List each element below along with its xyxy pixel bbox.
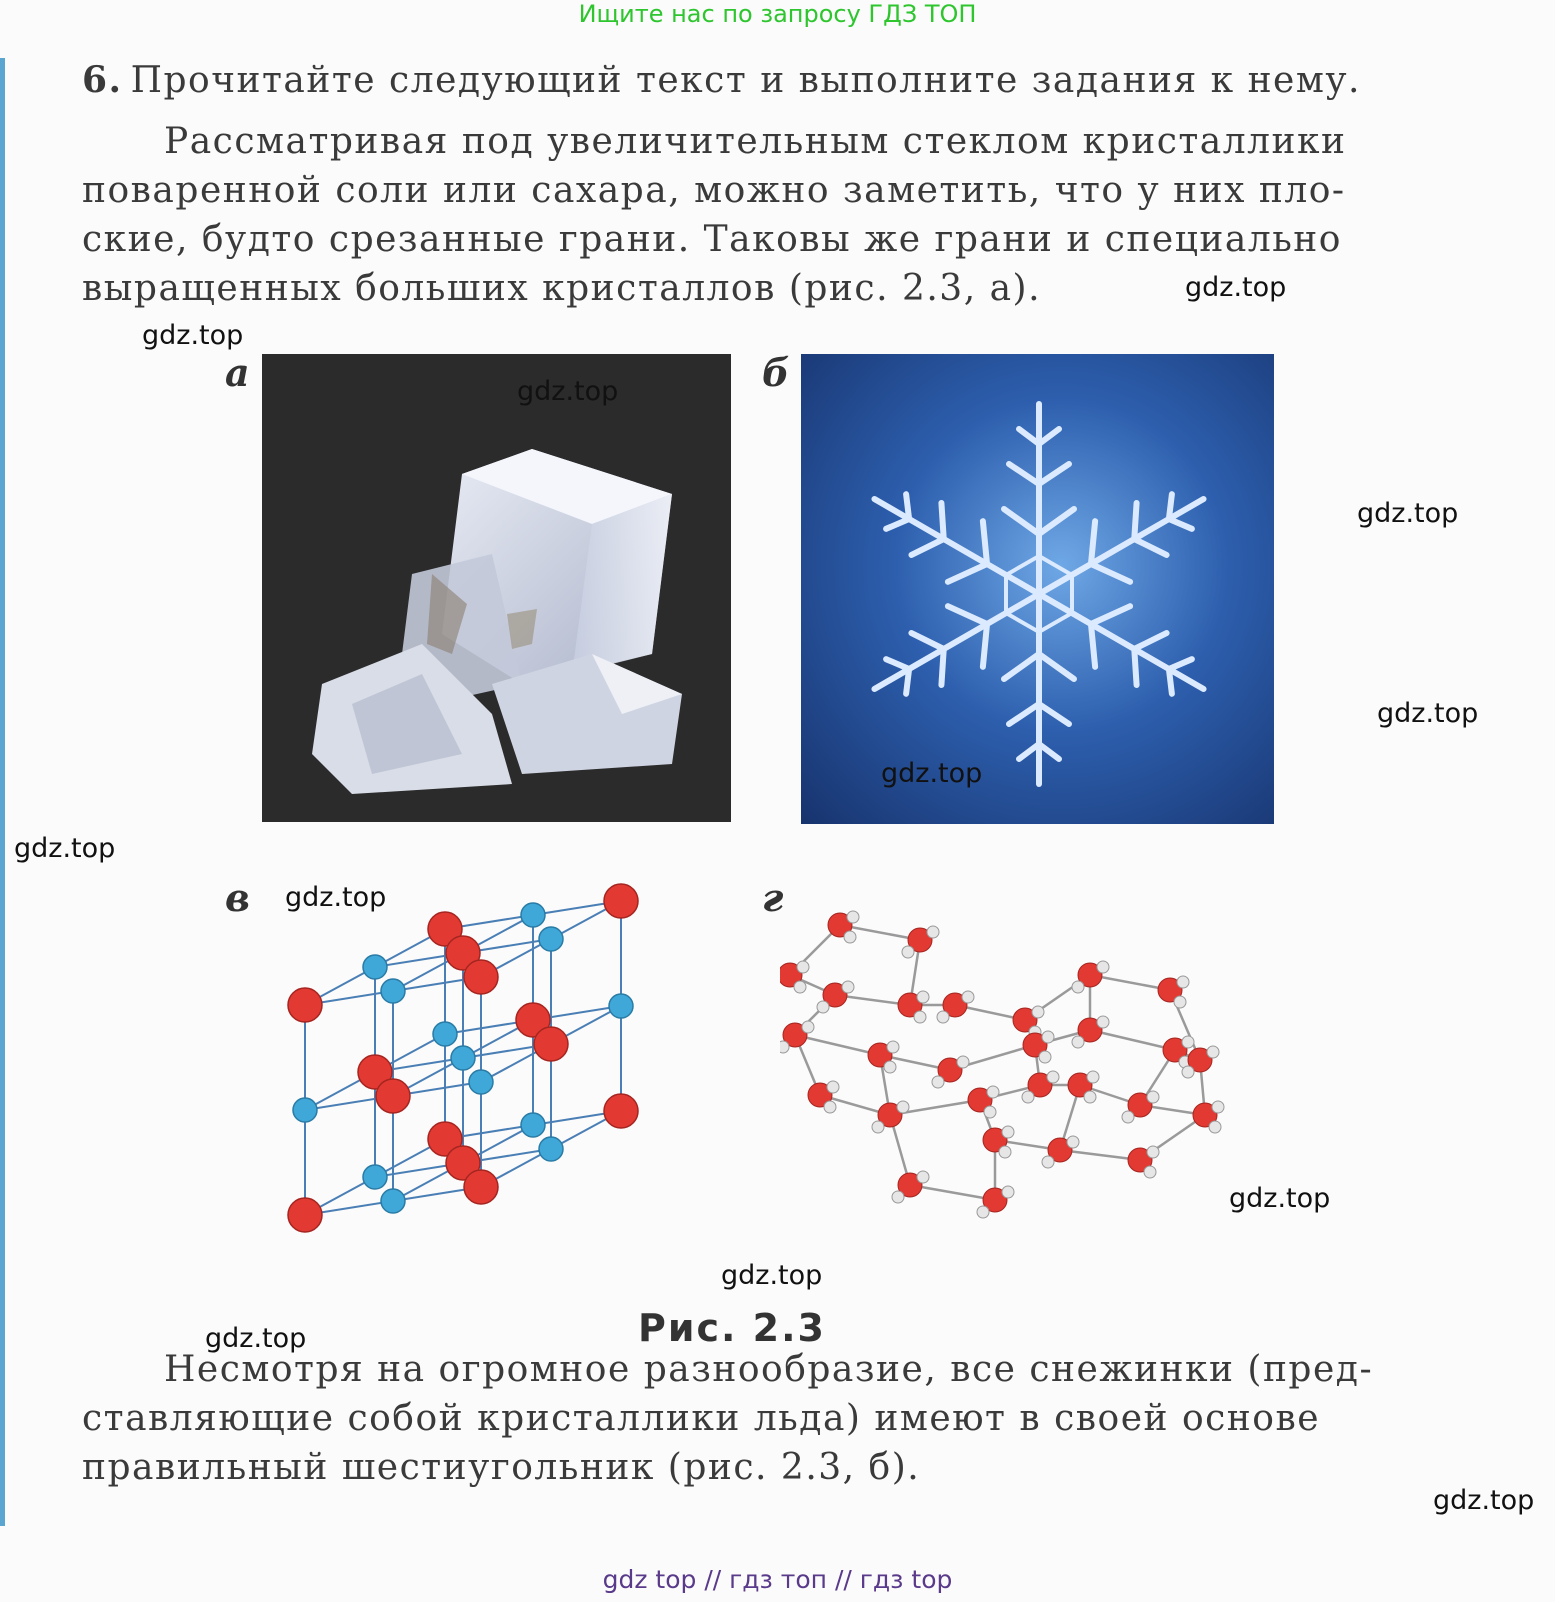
watermark: gdz.top <box>285 882 387 913</box>
hydrogen-atom <box>1097 961 1109 973</box>
hydrogen-atom <box>1022 1091 1034 1103</box>
hydrogen-atom <box>842 981 854 993</box>
hydrogen-atom <box>1097 1016 1109 1028</box>
watermark: gdz.top <box>1185 272 1287 303</box>
hydrogen-atom <box>897 1101 909 1113</box>
hydrogen-atom <box>932 1076 944 1088</box>
water-molecule <box>1068 1071 1099 1103</box>
water-molecule <box>902 926 939 958</box>
header-search-link[interactable]: Ищите нас по запросу ГДЗ ТОП <box>578 0 977 28</box>
water-molecule <box>1193 1101 1224 1133</box>
chloride-ion-atom <box>288 988 322 1022</box>
hydrogen-atom <box>1087 1071 1099 1083</box>
sodium-ion-atom <box>433 1022 457 1046</box>
watermark: gdz.top <box>142 320 244 351</box>
hydrogen-atom <box>827 1081 839 1093</box>
figure-label-a: а <box>225 350 250 395</box>
water-molecule <box>780 961 809 993</box>
hydrogen-atom <box>1209 1121 1221 1133</box>
hydrogen-atom <box>1042 1156 1054 1168</box>
hydrogen-atom <box>892 1191 904 1203</box>
hydrogen-atom <box>1072 981 1084 993</box>
hydrogen-atom <box>887 1041 899 1053</box>
water-molecule <box>968 1086 999 1118</box>
watermark: gdz.top <box>1229 1183 1331 1214</box>
sodium-ion-atom <box>381 1189 405 1213</box>
text-line: ставляющие собой кристаллики льда) имеют в своей основе <box>82 1398 1321 1439</box>
snowflake-arm <box>1004 404 1074 594</box>
hydrogen-atom <box>984 1106 996 1118</box>
hydrogen-atom <box>977 1206 989 1218</box>
hydrogen-atom <box>817 1001 829 1013</box>
sodium-ion-atom <box>451 1046 475 1070</box>
hydrogen-bond <box>795 1035 880 1055</box>
hydrogen-atom <box>957 1056 969 1068</box>
water-molecule <box>932 1056 969 1088</box>
sodium-ion-atom <box>539 1137 563 1161</box>
hydrogen-atom <box>914 1011 926 1023</box>
hydrogen-atom <box>1039 1051 1051 1063</box>
hydrogen-atom <box>780 1041 789 1053</box>
hydrogen-atom <box>844 931 856 943</box>
page-edge-bar <box>0 58 5 1526</box>
hydrogen-atom <box>902 946 914 958</box>
hydrogen-atom <box>927 926 939 938</box>
figure-label-b: б <box>762 350 790 395</box>
hydrogen-atom <box>1174 996 1186 1008</box>
hydrogen-atom <box>937 1011 949 1023</box>
sodium-ion-atom <box>521 1113 545 1137</box>
text-line: правильный шестиугольник (рис. 2.3, б). <box>82 1447 921 1488</box>
figure-label-v: в <box>225 875 250 920</box>
hydrogen-atom <box>1182 1066 1194 1078</box>
text-line: выращенных больших кристаллов (рис. 2.3, а). <box>82 268 1042 309</box>
hydrogen-bond <box>1090 1030 1175 1050</box>
hydrogen-atom <box>847 911 859 923</box>
sodium-ion-atom <box>293 1098 317 1122</box>
text-line: поваренной соли или сахара, можно заметить, что у них пло- <box>82 170 1346 211</box>
hydrogen-atom <box>1084 1091 1096 1103</box>
hydrogen-atom <box>1042 1031 1054 1043</box>
water-molecule <box>872 1101 909 1133</box>
watermark: gdz.top <box>881 758 983 789</box>
sodium-ion-atom <box>469 1070 493 1094</box>
hydrogen-atom <box>1144 1166 1156 1178</box>
watermark: gdz.top <box>14 833 116 864</box>
hydrogen-atom <box>884 1061 896 1073</box>
bottom-paragraph <box>82 1345 1477 1492</box>
water-molecule <box>898 991 929 1023</box>
hydrogen-atom <box>1122 1111 1134 1123</box>
water-molecule <box>977 1186 1014 1218</box>
hydrogen-atom <box>1002 1186 1014 1198</box>
chloride-ion-atom <box>534 1027 568 1061</box>
text-line: Рассматривая под увеличительным стеклом кристаллики <box>164 121 1347 162</box>
hydrogen-atom <box>962 991 974 1003</box>
hydrogen-atom <box>1067 1136 1079 1148</box>
hydrogen-atom <box>1177 976 1189 988</box>
task-heading <box>82 56 1482 105</box>
ice-crystal-structure-diagram <box>780 900 1260 1260</box>
hydrogen-atom <box>1182 1036 1194 1048</box>
hydrogen-atom <box>1212 1101 1224 1113</box>
watermark: gdz.top <box>205 1323 307 1354</box>
snowflake-photo <box>801 354 1274 824</box>
hydrogen-atom <box>1147 1091 1159 1103</box>
hydrogen-atom <box>1032 1006 1044 1018</box>
hydrogen-atom <box>1002 1126 1014 1138</box>
task-number: 6. <box>82 59 123 101</box>
hydrogen-atom <box>1207 1046 1219 1058</box>
footer-links[interactable]: gdz top // гдз топ // гдз top <box>602 1565 953 1594</box>
chloride-ion-atom <box>376 1079 410 1113</box>
sodium-ion-atom <box>609 994 633 1018</box>
sodium-ion-atom <box>381 979 405 1003</box>
sodium-ion-atom <box>363 1165 387 1189</box>
water-molecule <box>1023 1031 1054 1063</box>
hydrogen-atom <box>999 1146 1011 1158</box>
chloride-ion-atom <box>604 884 638 918</box>
sodium-ion-atom <box>521 903 545 927</box>
watermark: gdz.top <box>517 376 619 407</box>
hydrogen-atom <box>1047 1071 1059 1083</box>
water-molecule <box>1158 976 1189 1008</box>
hydrogen-atom <box>872 1121 884 1133</box>
chloride-ion-atom <box>464 1170 498 1204</box>
figure-caption: Рис. 2.3 <box>638 1306 826 1350</box>
hydrogen-atom <box>917 991 929 1003</box>
nacl-crystal-lattice-diagram <box>280 880 720 1280</box>
watermark: gdz.top <box>1433 1485 1535 1516</box>
hydrogen-atom <box>917 1171 929 1183</box>
watermark: gdz.top <box>1357 498 1459 529</box>
water-molecule <box>1013 1006 1044 1038</box>
salt-crystal-photo <box>262 354 731 822</box>
watermark: gdz.top <box>721 1260 823 1291</box>
task-title: Прочитайте следующий текст и выполните задания к нему. <box>130 60 1361 101</box>
hydrogen-atom <box>1072 1036 1084 1048</box>
chloride-ion-atom <box>604 1094 638 1128</box>
chloride-ion-atom <box>464 960 498 994</box>
text-line: Несмотря на огромное разнообразие, все снежинки (пред- <box>164 1349 1374 1390</box>
water-molecule <box>1128 1146 1159 1178</box>
hydrogen-atom <box>824 1101 836 1113</box>
snowflake-image <box>801 354 1274 824</box>
sodium-ion-atom <box>539 927 563 951</box>
water-molecule <box>808 1081 839 1113</box>
hydrogen-bond <box>910 1185 995 1200</box>
hydrogen-atom <box>802 1021 814 1033</box>
hydrogen-atom <box>987 1086 999 1098</box>
hydrogen-atom <box>1147 1146 1159 1158</box>
chloride-ion-atom <box>288 1198 322 1232</box>
sodium-ion-atom <box>363 955 387 979</box>
hydrogen-atom <box>797 961 809 973</box>
salt-crystal-image <box>262 354 731 822</box>
figure-label-g: г <box>762 875 784 920</box>
hydrogen-atom <box>794 981 806 993</box>
watermark: gdz.top <box>1377 698 1479 729</box>
text-line: ские, будто срезанные грани. Таковы же грани и специально <box>82 219 1342 260</box>
